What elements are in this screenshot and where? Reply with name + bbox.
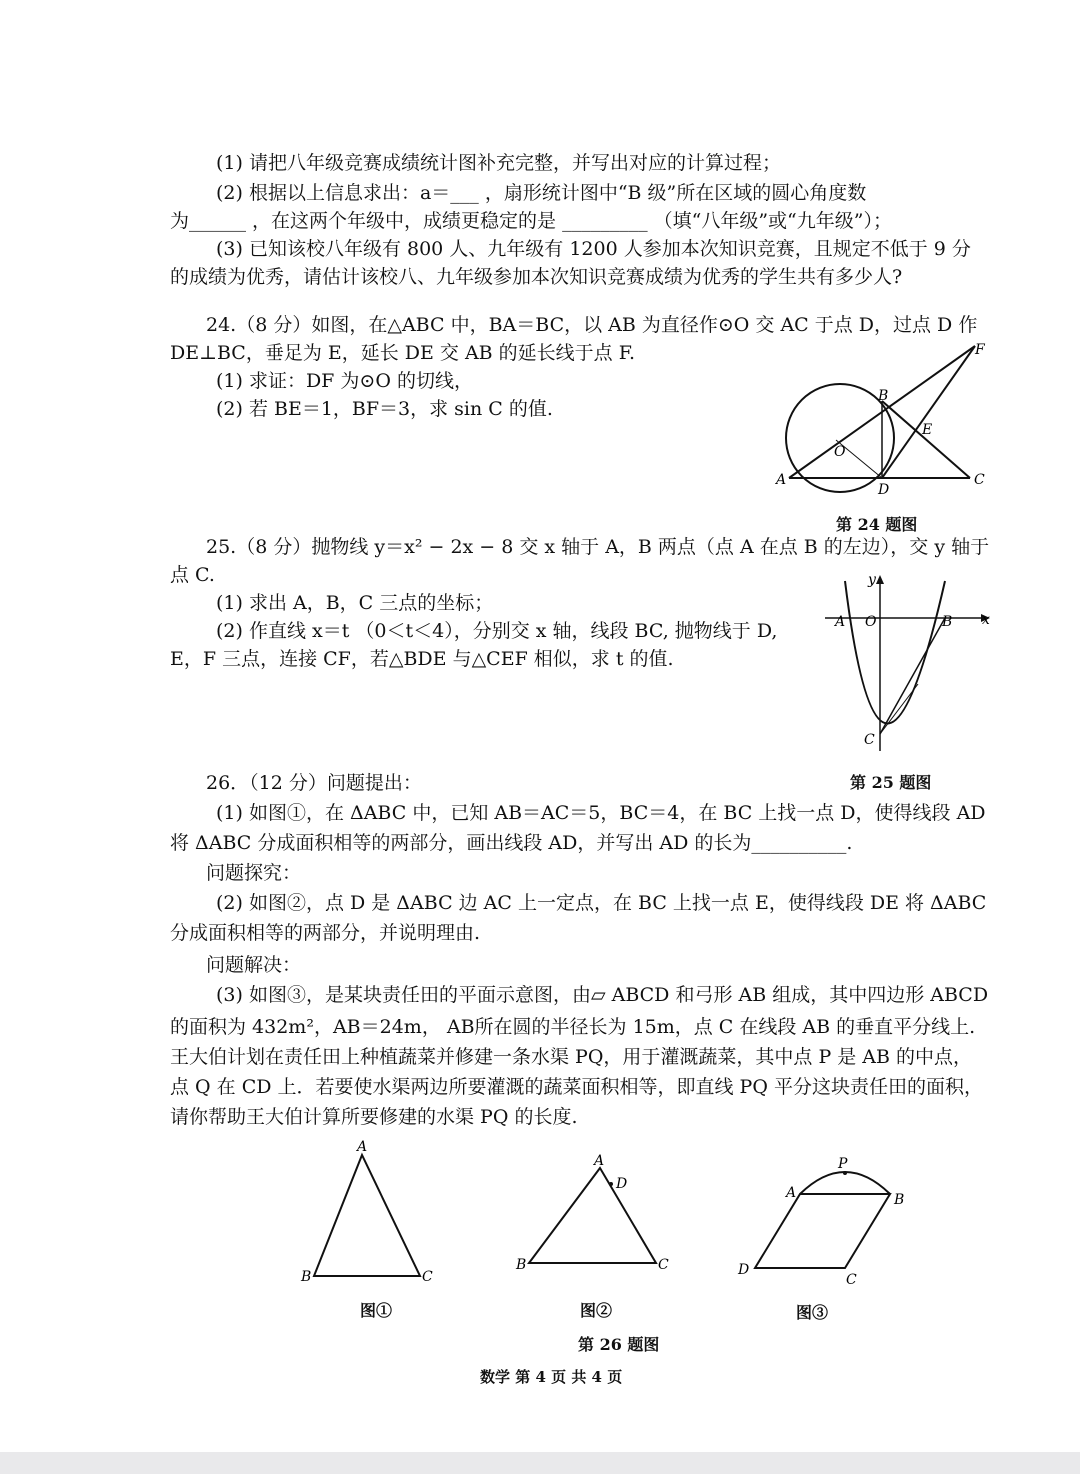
q26-explore-heading: 问题探究： (206, 862, 302, 884)
q23-part3-line2: 的成绩为优秀，请估计该校八、九年级参加本次知识竞赛成绩为优秀的学生共有多少人? (170, 266, 903, 288)
q26-fig3-parallelogram (755, 1194, 890, 1268)
q24-part1: (1) 求证：DF 为⊙O 的切线， (216, 370, 473, 392)
q24-line1: 24.（8 分）如图，在△ABC 中，BA＝BC，以 AB 为直径作⊙O 交 AC 于点 D，过点 D 作 (206, 314, 978, 336)
q23-part1: (1) 请把八年级竞赛成绩统计图补充完整，并写出对应的计算过程； (216, 152, 781, 174)
q24-label-E: E (922, 422, 933, 438)
q26-fig3-label-A: A (786, 1185, 797, 1201)
q24-caption: 第 24 题图 (836, 515, 918, 534)
q24-label-A: A (776, 472, 787, 488)
q24-line-BC (882, 401, 970, 478)
q25-label-A: A (835, 614, 846, 630)
q25-caption: 第 25 题图 (850, 773, 932, 792)
q26-fig2-label-C: C (658, 1257, 669, 1273)
q25-y-axis-arrow (876, 575, 884, 584)
q26-fig3-label-B: B (894, 1192, 905, 1208)
q26-solve-heading: 问题解决： (206, 954, 302, 976)
q26-fig1-label-C: C (422, 1269, 433, 1285)
q26-figure-1 (295, 1135, 445, 1290)
q24-line2: DE⊥BC，垂足为 E，延长 DE 交 AB 的延长线于点 F. (170, 342, 635, 364)
q25-label-y: y (868, 572, 876, 588)
q25-label-x: x (982, 612, 990, 628)
q26-fig3-label-P: P (838, 1156, 848, 1172)
page-footer: 数学 第 4 页 共 4 页 (480, 1368, 623, 1386)
q23-part2-line1: (2) 根据以上信息求出：a＝___ ，扇形统计图中“B 级”所在区域的圆心角度数 (216, 182, 867, 204)
q25-part2-line2: E，F 三点，连接 CF，若△BDE 与△CEF 相似，求 t 的值. (170, 648, 674, 670)
q24-figure (770, 338, 1000, 503)
q25-label-O: O (865, 614, 877, 630)
q26-line1: 26．（12 分）问题提出： (206, 772, 422, 794)
q25-line2: 点 C. (170, 564, 215, 586)
q26-fig2-label-B: B (516, 1257, 527, 1273)
q26-p3-line4: 点 Q 在 CD 上．若要使水渠两边所要灌溉的蔬菜面积相等，即直线 PQ 平分这块责任田的面积， (170, 1076, 983, 1098)
bottom-strip (0, 1452, 1080, 1474)
q23-part2-line2: 为______ ，在这两个年级中，成绩更稳定的是 _________ （填“八年级”或“九年级”）； (170, 210, 892, 232)
q26-fig3-label-D: D (738, 1262, 750, 1278)
q25-part1: (1) 求出 A，B，C 三点的坐标； (216, 592, 494, 614)
q26-fig1-label-A: A (357, 1139, 368, 1155)
q26-p2-line2: 分成面积相等的两部分，并说明理由. (170, 922, 481, 944)
q26-p1-line2: 将 ΔABC 分成面积相等的两部分，画出线段 AD，并写出 AD 的长为__________. (170, 832, 853, 854)
q26-group-caption: 第 26 题图 (578, 1335, 660, 1354)
q23-part3-line1: (3) 已知该校八年级有 800 人、九年级有 1200 人参加本次知识竞赛，且规定不低于 9 分 (216, 238, 971, 260)
q24-label-O: O (834, 444, 846, 460)
q26-fig3-label-C: C (846, 1272, 857, 1288)
q25-line1: 25.（8 分）抛物线 y＝x² − 2x − 8 交 x 轴于 A，B 两点（点 A 在点 B 的左边），交 y 轴于 (206, 536, 990, 558)
q24-label-C: C (974, 472, 985, 488)
q25-line-CF (880, 684, 918, 734)
q24-part2: (2) 若 BE＝1，BF＝3，求 sin C 的值. (216, 398, 553, 420)
q26-p3-line5: 请你帮助王大伯计算所要修建的水渠 PQ 的长度. (170, 1106, 578, 1128)
q26-fig2-label-A: A (594, 1153, 605, 1169)
q24-label-F: F (975, 342, 985, 358)
q24-label-D: D (878, 482, 890, 498)
q26-p3-line3: 王大伯计划在责任田上种植蔬菜并修建一条水渠 PQ，用于灌溉蔬菜，其中点 P 是 AB 的中点， (170, 1046, 973, 1068)
q26-p3-line2: 的面积为 432m²，AB＝24m， AB所在圆的半径长为 15m，点 C 在线段 AB 的垂直平分线上. (170, 1016, 976, 1038)
q26-p1-line1: (1) 如图①，在 ΔABC 中，已知 AB＝AC＝5，BC＝4，在 BC 上找一点 D，使得线段 AD (216, 802, 986, 824)
q25-parabola (845, 581, 945, 724)
q26-fig3-caption: 图③ (796, 1303, 829, 1322)
q26-fig2-triangle (529, 1168, 656, 1263)
q26-p2-line1: (2) 如图②，点 D 是 ΔABC 边 AC 上一定点，在 BC 上找一点 E，使得线段 DE 将 ΔABC (216, 892, 987, 914)
q25-label-C: C (864, 732, 875, 748)
q25-label-B: B (942, 614, 953, 630)
q24-label-B: B (878, 388, 889, 404)
q26-figure-3 (730, 1150, 930, 1290)
q25-figure (820, 566, 1000, 756)
q26-fig2-label-D: D (616, 1176, 628, 1192)
q26-fig1-label-B: B (301, 1269, 312, 1285)
q26-figure-2 (510, 1150, 680, 1280)
q26-fig2-caption: 图② (580, 1301, 613, 1320)
q26-fig3-arc (800, 1172, 890, 1194)
q26-fig1-triangle (314, 1155, 420, 1276)
q26-fig2-point-D (609, 1182, 613, 1186)
q26-fig1-caption: 图① (360, 1301, 393, 1320)
q25-line-BC (880, 618, 945, 734)
q25-part2-line1: (2) 作直线 x＝t （0＜t＜4），分别交 x 轴，线段 BC, 抛物线于 D, (216, 620, 778, 642)
q26-p3-line1: (3) 如图③，是某块责任田的平面示意图，由▱ ABCD 和弓形 AB 组成，其中四边形 ABCD (216, 984, 989, 1006)
